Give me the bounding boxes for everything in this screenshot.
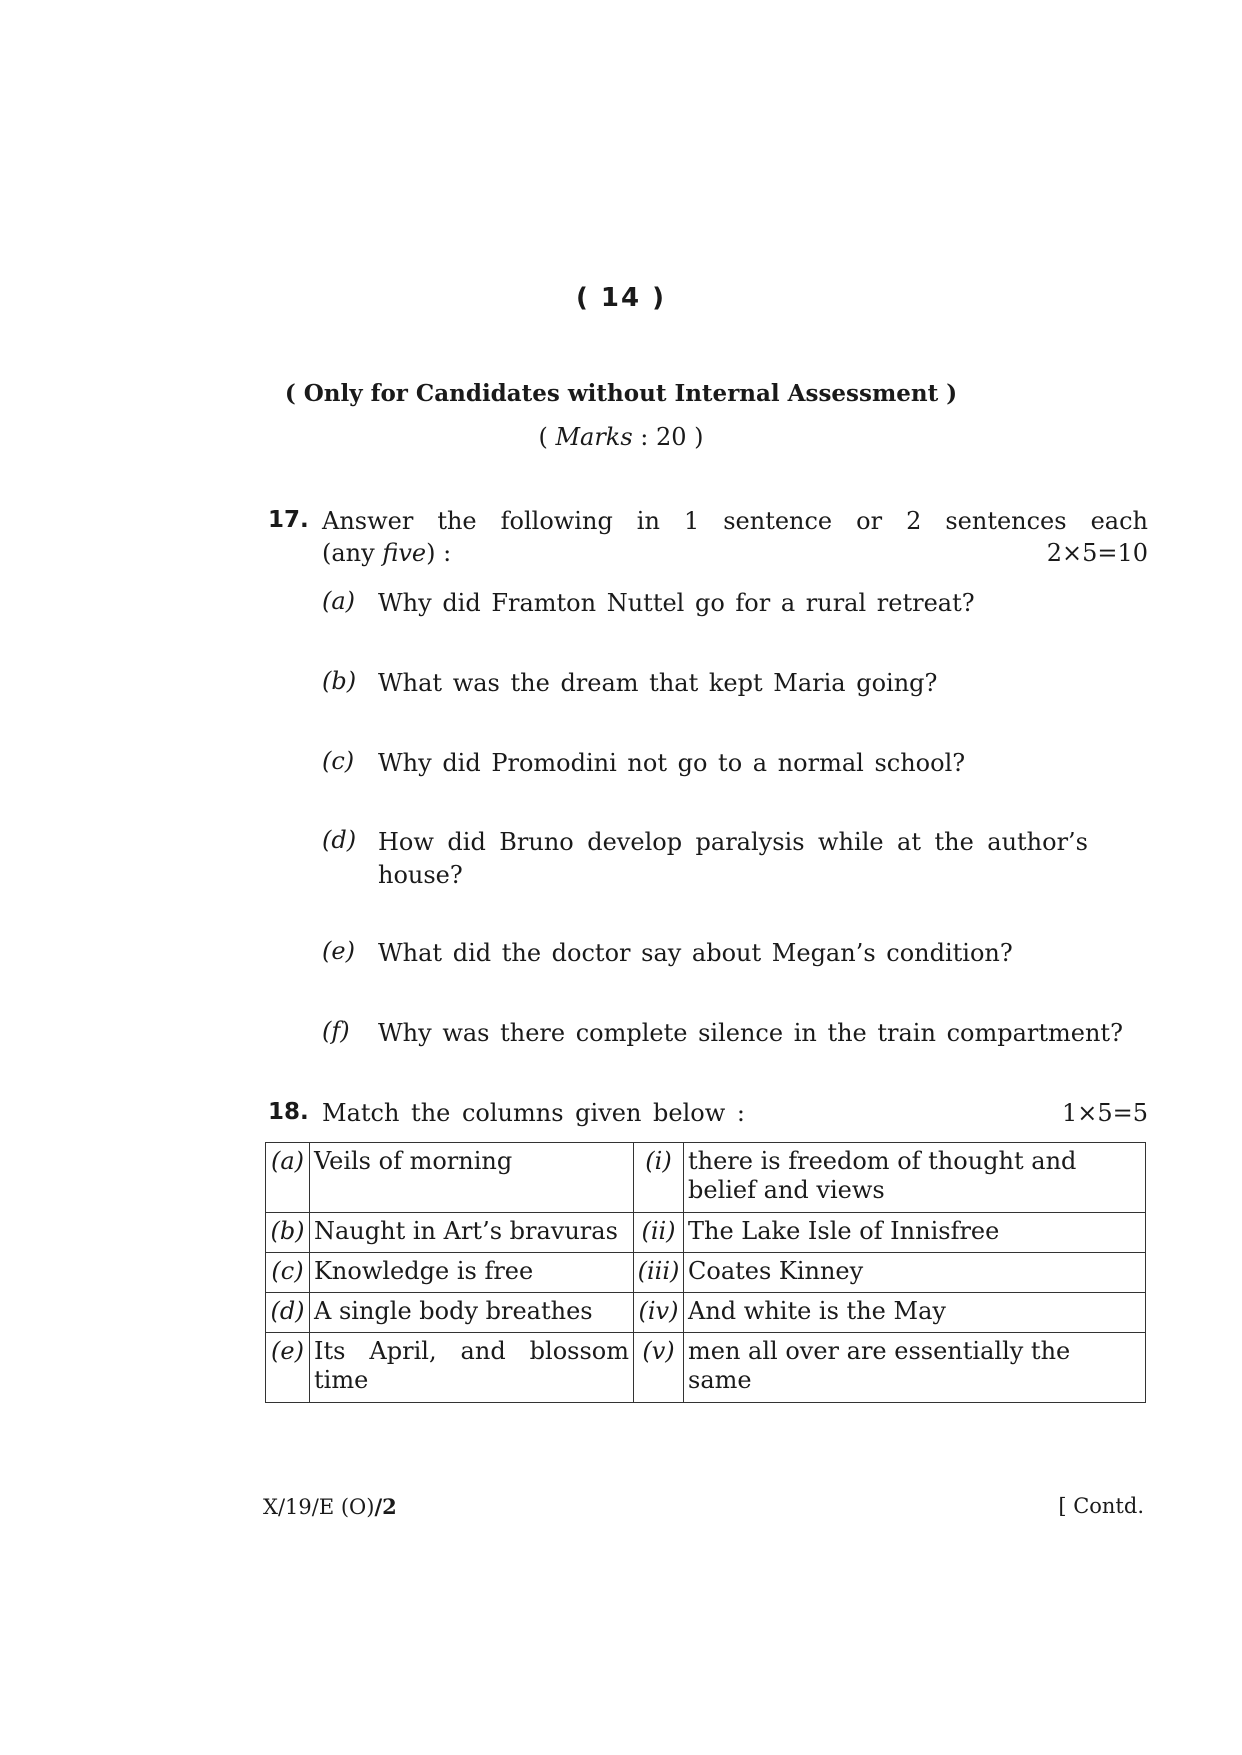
question-number: 17. (268, 507, 309, 533)
section-title: ( Only for Candidates without Internal Assessment ) (284, 380, 958, 407)
right-item: Coates Kinney (684, 1253, 1146, 1293)
sub-question-label: (a) (322, 587, 356, 615)
question-18 (268, 1099, 1148, 1135)
sub-question-text: Why did Promodini not go to a normal school? (378, 749, 966, 777)
right-label: (v) (634, 1333, 684, 1403)
sub-question-label: (d) (322, 826, 357, 854)
right-item: there is freedom of thought and belief and views (684, 1143, 1146, 1213)
table-row (266, 1143, 1146, 1213)
left-label: (a) (266, 1143, 310, 1213)
match-table (265, 1142, 1146, 1403)
left-label: (c) (266, 1253, 310, 1293)
right-label: (ii) (634, 1213, 684, 1253)
section-marks: ( Marks : 20 ) (538, 423, 704, 451)
table-row (266, 1293, 1146, 1333)
question-text: Match the columns given below : (322, 1099, 746, 1127)
right-label: (iv) (634, 1293, 684, 1333)
left-label: (d) (266, 1293, 310, 1333)
table-row (266, 1253, 1146, 1293)
left-item: Knowledge is free (310, 1253, 634, 1293)
table-row (266, 1213, 1146, 1253)
sub-question-text: Why was there complete silence in the train compartment? (378, 1019, 1123, 1047)
paper-code: X/19/E (O)/2 (263, 1494, 397, 1519)
question-marks: 2×5=10 (1046, 539, 1148, 567)
sub-question-text: How did Bruno develop paralysis while at the author’s house? (378, 828, 1088, 889)
continued-note: [ Contd. (1058, 1494, 1144, 1518)
table-row (266, 1333, 1146, 1403)
right-label: (i) (634, 1143, 684, 1213)
sub-question-text: What did the doctor say about Megan’s condition? (378, 939, 1013, 967)
sub-question-text: What was the dream that kept Maria going? (378, 669, 938, 697)
question-marks: 1×5=5 (1061, 1099, 1148, 1127)
right-label: (iii) (634, 1253, 684, 1293)
page-number: ( 14 ) (575, 283, 667, 313)
right-item: The Lake Isle of Innisfree (684, 1213, 1146, 1253)
sub-question-label: (e) (322, 937, 355, 965)
question-17 (268, 507, 1148, 577)
sub-question-label: (b) (322, 667, 357, 695)
left-label: (b) (266, 1213, 310, 1253)
question-number: 18. (268, 1099, 309, 1125)
right-item: men all over are essentially the same (684, 1333, 1146, 1403)
sub-question-label: (f) (322, 1017, 350, 1045)
left-item: Its April, and blossom time (310, 1333, 634, 1403)
left-item: Veils of morning (310, 1143, 634, 1213)
left-item: A single body breathes (310, 1293, 634, 1333)
left-label: (e) (266, 1333, 310, 1403)
left-item: Naught in Art’s bravuras (310, 1213, 634, 1253)
sub-question-label: (c) (322, 747, 355, 775)
sub-question-text: Why did Framton Nuttel go for a rural retreat? (378, 589, 975, 617)
question-text: Answer the following in 1 sentence or 2 sentences each (322, 507, 1148, 535)
right-item: And white is the May (684, 1293, 1146, 1333)
question-instruction: (any five) : (322, 539, 452, 567)
